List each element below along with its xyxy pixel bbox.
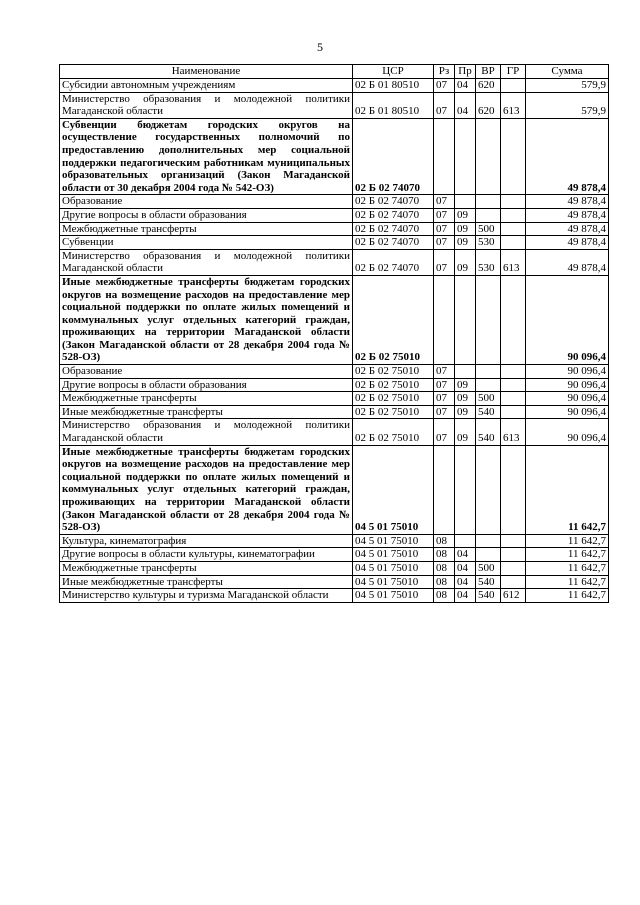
cell-name: Другие вопросы в области культуры, кинематографии <box>60 548 353 562</box>
header-row <box>60 65 609 79</box>
cell-gr <box>501 378 526 392</box>
page-number: 5 <box>317 40 323 54</box>
cell-sum: 11 642,7 <box>526 561 609 575</box>
cell-sum: 49 878,4 <box>526 249 609 275</box>
cell-rz: 07 <box>434 236 455 250</box>
cell-rz: 07 <box>434 92 455 118</box>
cell-pr <box>455 275 476 364</box>
table-row <box>60 195 609 209</box>
cell-sum: 11 642,7 <box>526 589 609 603</box>
cell-vr <box>476 208 501 222</box>
cell-vr <box>476 118 501 195</box>
table-row <box>60 548 609 562</box>
cell-gr <box>501 195 526 209</box>
cell-gr <box>501 365 526 379</box>
cell-sum: 11 642,7 <box>526 575 609 589</box>
cell-pr: 09 <box>455 236 476 250</box>
cell-name: Министерство образования и молодежной политики Магаданской области <box>60 419 353 445</box>
cell-csr: 02 Б 02 75010 <box>353 275 434 364</box>
cell-sum: 11 642,7 <box>526 548 609 562</box>
cell-vr <box>476 378 501 392</box>
cell-gr <box>501 79 526 93</box>
cell-name: Иные межбюджетные трансферты <box>60 405 353 419</box>
header-name: Наименование <box>60 65 353 79</box>
cell-pr: 04 <box>455 92 476 118</box>
table-row <box>60 589 609 603</box>
cell-pr: 09 <box>455 378 476 392</box>
cell-csr: 04 5 01 75010 <box>353 589 434 603</box>
table-row <box>60 79 609 93</box>
cell-vr: 500 <box>476 222 501 236</box>
header-gr: ГР <box>501 65 526 79</box>
cell-pr: 09 <box>455 249 476 275</box>
table-row <box>60 534 609 548</box>
cell-rz: 07 <box>434 249 455 275</box>
cell-sum: 579,9 <box>526 79 609 93</box>
cell-gr <box>501 118 526 195</box>
cell-csr: 02 Б 02 74070 <box>353 195 434 209</box>
cell-name: Межбюджетные трансферты <box>60 222 353 236</box>
cell-vr: 500 <box>476 561 501 575</box>
cell-rz: 08 <box>434 534 455 548</box>
cell-csr: 02 Б 02 75010 <box>353 365 434 379</box>
cell-csr: 04 5 01 75010 <box>353 534 434 548</box>
cell-sum: 90 096,4 <box>526 419 609 445</box>
cell-csr: 02 Б 02 74070 <box>353 208 434 222</box>
table-row <box>60 222 609 236</box>
cell-rz: 07 <box>434 222 455 236</box>
cell-sum: 49 878,4 <box>526 236 609 250</box>
table-row <box>60 575 609 589</box>
cell-gr <box>501 405 526 419</box>
table-row <box>60 392 609 406</box>
cell-csr: 04 5 01 75010 <box>353 561 434 575</box>
cell-name: Субвенции <box>60 236 353 250</box>
cell-name: Министерство образования и молодежной политики Магаданской области <box>60 249 353 275</box>
cell-vr: 620 <box>476 92 501 118</box>
cell-vr <box>476 534 501 548</box>
cell-gr <box>501 561 526 575</box>
cell-rz: 07 <box>434 419 455 445</box>
table-row <box>60 118 609 195</box>
cell-name: Образование <box>60 195 353 209</box>
cell-name: Иные межбюджетные трансферты бюджетам городских округов на возмещение расходов на предоставление мер социальной поддержки по оплате жилых помещений и коммунальных услуг отдельных категорий граждан, проживающих на территории Магаданской области (Закон Магаданской области от 28 декабря 2004 года № 528-ОЗ) <box>60 275 353 364</box>
cell-vr: 530 <box>476 249 501 275</box>
cell-sum: 90 096,4 <box>526 275 609 364</box>
cell-pr <box>455 195 476 209</box>
cell-name: Образование <box>60 365 353 379</box>
cell-rz: 08 <box>434 561 455 575</box>
cell-vr: 540 <box>476 575 501 589</box>
cell-gr: 613 <box>501 419 526 445</box>
cell-sum: 90 096,4 <box>526 365 609 379</box>
cell-vr <box>476 548 501 562</box>
cell-vr: 540 <box>476 405 501 419</box>
table-row <box>60 208 609 222</box>
cell-pr: 09 <box>455 208 476 222</box>
header-sum: Сумма <box>526 65 609 79</box>
cell-name: Субсидии автономным учреждениям <box>60 79 353 93</box>
cell-sum: 11 642,7 <box>526 445 609 534</box>
table-row <box>60 236 609 250</box>
table-row <box>60 419 609 445</box>
cell-vr: 540 <box>476 589 501 603</box>
cell-csr: 02 Б 02 74070 <box>353 236 434 250</box>
cell-csr: 04 5 01 75010 <box>353 445 434 534</box>
cell-name: Другие вопросы в области образования <box>60 378 353 392</box>
cell-gr <box>501 534 526 548</box>
cell-gr <box>501 392 526 406</box>
cell-sum: 90 096,4 <box>526 392 609 406</box>
cell-pr: 04 <box>455 589 476 603</box>
cell-gr <box>501 222 526 236</box>
cell-name: Министерство культуры и туризма Магаданской области <box>60 589 353 603</box>
cell-csr: 04 5 01 75010 <box>353 548 434 562</box>
cell-csr: 02 Б 01 80510 <box>353 92 434 118</box>
cell-vr: 620 <box>476 79 501 93</box>
cell-rz: 07 <box>434 195 455 209</box>
cell-csr: 04 5 01 75010 <box>353 575 434 589</box>
table-row <box>60 92 609 118</box>
cell-csr: 02 Б 02 75010 <box>353 405 434 419</box>
cell-rz: 08 <box>434 548 455 562</box>
cell-gr <box>501 445 526 534</box>
budget-table <box>59 64 609 603</box>
cell-sum: 579,9 <box>526 92 609 118</box>
cell-pr: 09 <box>455 405 476 419</box>
cell-name: Иные межбюджетные трансферты <box>60 575 353 589</box>
cell-vr: 500 <box>476 392 501 406</box>
cell-name: Иные межбюджетные трансферты бюджетам городских округов на возмещение расходов на предоставление мер социальной поддержки по оплате жилых помещений и коммунальных услуг отдельных категорий граждан, проживающих на территории Магаданской области (Закон Магаданской области от 28 декабря 2004 года № 528-ОЗ) <box>60 445 353 534</box>
cell-rz: 07 <box>434 365 455 379</box>
cell-vr: 530 <box>476 236 501 250</box>
cell-vr <box>476 445 501 534</box>
table-row <box>60 561 609 575</box>
cell-gr <box>501 275 526 364</box>
cell-pr: 09 <box>455 222 476 236</box>
cell-pr <box>455 118 476 195</box>
cell-name: Субвенции бюджетам городских округов на осуществление государственных полномочий по предоставлению дополнительных мер социальной поддержки педагогическим работникам муниципальных образовательных организаций (Закон Магаданской области от 30 декабря 2004 года № 542-ОЗ) <box>60 118 353 195</box>
cell-rz <box>434 275 455 364</box>
table-row <box>60 445 609 534</box>
cell-pr: 04 <box>455 575 476 589</box>
cell-gr <box>501 575 526 589</box>
cell-csr: 02 Б 02 75010 <box>353 378 434 392</box>
cell-pr: 04 <box>455 561 476 575</box>
cell-gr <box>501 236 526 250</box>
cell-csr: 02 Б 02 75010 <box>353 392 434 406</box>
cell-rz: 07 <box>434 392 455 406</box>
cell-pr: 04 <box>455 548 476 562</box>
cell-name: Министерство образования и молодежной политики Магаданской области <box>60 92 353 118</box>
cell-name: Межбюджетные трансферты <box>60 392 353 406</box>
table-row <box>60 365 609 379</box>
cell-rz: 07 <box>434 405 455 419</box>
cell-pr: 04 <box>455 79 476 93</box>
header-pr: Пр <box>455 65 476 79</box>
cell-csr: 02 Б 02 74070 <box>353 118 434 195</box>
cell-pr: 09 <box>455 419 476 445</box>
table-row <box>60 405 609 419</box>
table-row <box>60 275 609 364</box>
table-body <box>60 79 609 603</box>
cell-csr: 02 Б 01 80510 <box>353 79 434 93</box>
cell-pr <box>455 534 476 548</box>
cell-csr: 02 Б 02 74070 <box>353 222 434 236</box>
cell-pr <box>455 365 476 379</box>
cell-rz: 07 <box>434 208 455 222</box>
table-row <box>60 249 609 275</box>
header-rz: Рз <box>434 65 455 79</box>
cell-pr <box>455 445 476 534</box>
cell-vr <box>476 365 501 379</box>
cell-rz <box>434 118 455 195</box>
cell-gr: 612 <box>501 589 526 603</box>
cell-rz: 07 <box>434 378 455 392</box>
cell-sum: 90 096,4 <box>526 378 609 392</box>
cell-vr <box>476 275 501 364</box>
header-csr: ЦСР <box>353 65 434 79</box>
cell-sum: 90 096,4 <box>526 405 609 419</box>
cell-pr: 09 <box>455 392 476 406</box>
cell-rz: 08 <box>434 589 455 603</box>
cell-vr: 540 <box>476 419 501 445</box>
cell-sum: 49 878,4 <box>526 208 609 222</box>
table-row <box>60 378 609 392</box>
cell-gr <box>501 548 526 562</box>
cell-gr: 613 <box>501 92 526 118</box>
cell-gr: 613 <box>501 249 526 275</box>
cell-csr: 02 Б 02 74070 <box>353 249 434 275</box>
cell-csr: 02 Б 02 75010 <box>353 419 434 445</box>
cell-sum: 49 878,4 <box>526 118 609 195</box>
cell-rz: 08 <box>434 575 455 589</box>
cell-sum: 49 878,4 <box>526 195 609 209</box>
cell-name: Культура, кинематография <box>60 534 353 548</box>
cell-vr <box>476 195 501 209</box>
cell-sum: 11 642,7 <box>526 534 609 548</box>
header-vr: ВР <box>476 65 501 79</box>
cell-gr <box>501 208 526 222</box>
cell-name: Другие вопросы в области образования <box>60 208 353 222</box>
cell-rz: 07 <box>434 79 455 93</box>
cell-name: Межбюджетные трансферты <box>60 561 353 575</box>
cell-rz <box>434 445 455 534</box>
cell-sum: 49 878,4 <box>526 222 609 236</box>
